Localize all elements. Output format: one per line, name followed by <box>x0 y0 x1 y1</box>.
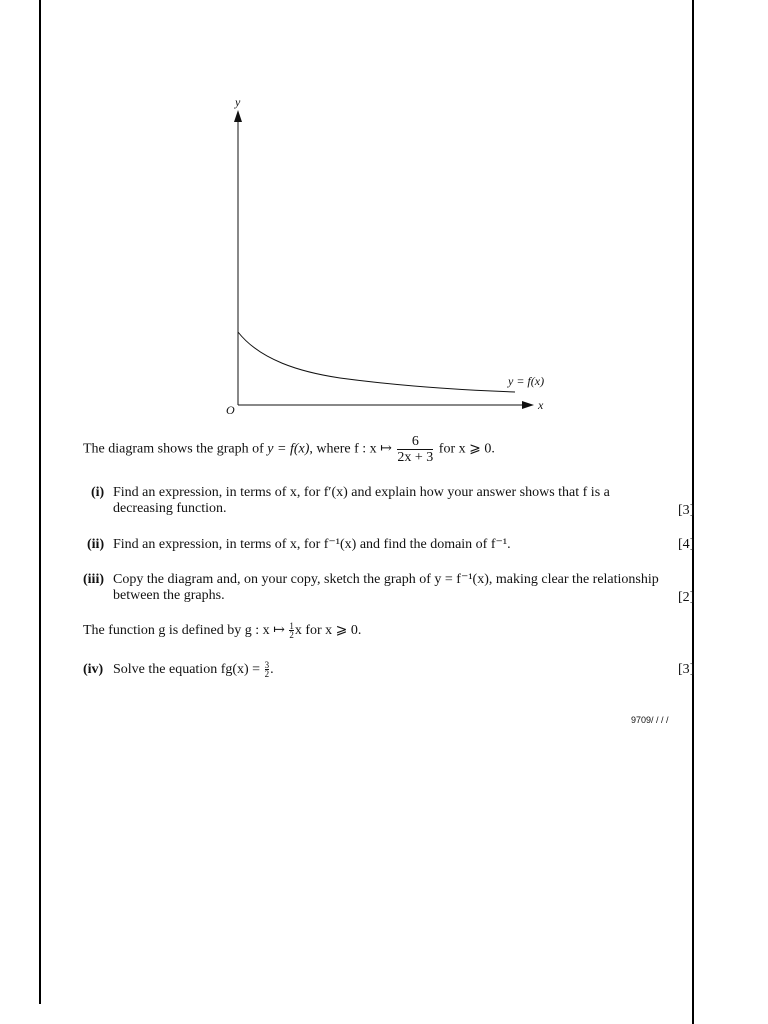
part-iv-fraction <box>265 661 270 678</box>
x-axis-label: x <box>538 398 544 412</box>
curve-label: y = f(x) <box>508 374 545 388</box>
part-ii-label: (ii) <box>87 537 105 552</box>
intro-text: The diagram shows the graph of <box>83 441 268 457</box>
intro-frac-den: 2x + 3 <box>397 450 434 465</box>
part-iii-line2: between the graphs. <box>113 588 225 603</box>
part-iv-frac-den: 2 <box>264 669 270 680</box>
part-iv-label: (iv) <box>83 662 104 677</box>
intro-fx: y = f(x) <box>267 441 310 457</box>
part-iv-line1 <box>113 661 274 678</box>
x-axis-arrowhead <box>522 401 534 409</box>
part-iii-label: (iii) <box>83 572 104 587</box>
y-axis-label: y <box>235 95 241 109</box>
part-i-line1: Find an expression, in terms of x, for f′(x) and explain how your answer shows that f is a <box>113 485 610 500</box>
intro-where: , where f : x ↦ <box>309 441 396 457</box>
part-iv-before: Solve the equation fg(x) = <box>113 662 264 677</box>
intro-sentence <box>83 434 495 465</box>
part-i-label: (i) <box>91 485 105 500</box>
page-footer-code: 9709/ / / / <box>631 715 669 725</box>
intro-frac-num: 6 <box>397 434 433 450</box>
part-iv-after: . <box>270 662 274 677</box>
g-def-after: x for x ⩾ 0. <box>294 623 362 638</box>
part-iii-mark: [2] <box>678 590 695 605</box>
part-i-mark: [3] <box>678 503 695 518</box>
intro-domain: for x ⩾ 0. <box>435 441 495 457</box>
intro-fraction <box>397 434 433 465</box>
part-iii-line1: Copy the diagram and, on your copy, sketch the graph of y = f⁻¹(x), making clear the relationship <box>113 572 659 587</box>
part-i-line2: decreasing function. <box>113 501 227 516</box>
g-def-before: The function g is defined by g : x ↦ <box>83 623 289 638</box>
curve-y-equals-f-x <box>238 332 515 392</box>
function-graph <box>0 0 768 440</box>
g-def-frac-den: 2 <box>289 630 294 641</box>
origin-label: O <box>226 403 235 417</box>
g-def-fraction <box>289 622 294 639</box>
y-axis-arrowhead <box>234 110 242 122</box>
part-ii-mark: [4] <box>678 537 695 552</box>
g-def-frac-num: 1 <box>289 621 294 632</box>
part-iv-mark: [3] <box>678 662 695 677</box>
part-iv-frac-num: 3 <box>264 660 270 671</box>
g-definition <box>83 622 361 639</box>
part-ii-line1: Find an expression, in terms of x, for f⁻¹(x) and find the domain of f⁻¹. <box>113 537 511 552</box>
